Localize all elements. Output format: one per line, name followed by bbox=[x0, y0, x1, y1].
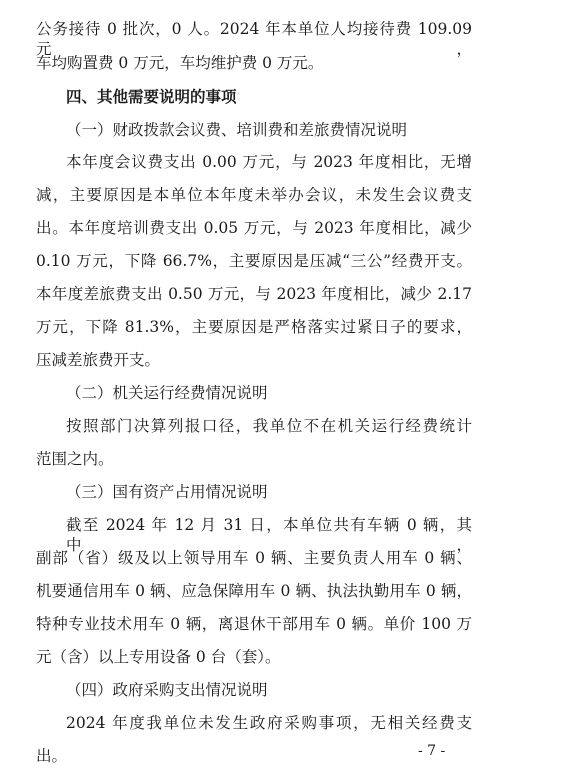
paragraph-line: 特种专业技术用车 0 辆，离退休干部用车 0 辆。单价 100 万 bbox=[36, 615, 472, 633]
paragraph-line: 按照部门决算列报口径，我单位不在机关运行经费统计 bbox=[66, 417, 472, 435]
paragraph-line: 范围之内。 bbox=[36, 450, 114, 468]
paragraph-line: 本年度会议费支出 0.00 万元，与 2023 年度相比，无增 bbox=[66, 153, 472, 171]
paragraph-line: 车均购置费 0 万元，车均维护费 0 万元。 bbox=[36, 54, 324, 72]
paragraph-line: 公务接待 0 批次，0 人。2024 年本单位人均接待费 109.09 元， bbox=[36, 20, 472, 58]
paragraph-line: 副部（省）级及以上领导用车 0 辆、主要负责人用车 0 辆、 bbox=[36, 549, 472, 567]
paragraph-line: 元（含）以上专用设备 0 台（套）。 bbox=[36, 648, 281, 666]
page-number: - 7 - bbox=[418, 743, 446, 759]
subsection-heading: （四）政府采购支出情况说明 bbox=[66, 681, 268, 699]
paragraph-line: 万元，下降 81.3%，主要原因是严格落实过紧日子的要求， bbox=[36, 318, 472, 336]
paragraph-line: 出。本年度培训费支出 0.05 万元，与 2023 年度相比，减少 bbox=[36, 219, 472, 237]
subsection-heading: （三）国有资产占用情况说明 bbox=[66, 483, 268, 501]
subsection-heading: （一）财政拨款会议费、培训费和差旅费情况说明 bbox=[66, 121, 408, 139]
subsection-heading: （二）机关运行经费情况说明 bbox=[66, 384, 268, 402]
paragraph-line: 机要通信用车 0 辆、应急保障用车 0 辆、执法执勤用车 0 辆， bbox=[36, 582, 472, 600]
paragraph-line: 0.10 万元，下降 66.7%，主要原因是压减“三公”经费开支。 bbox=[36, 252, 472, 270]
paragraph-line: 出。 bbox=[36, 747, 68, 765]
paragraph-line: 本年度差旅费支出 0.50 万元，与 2023 年度相比，减少 2.17 bbox=[36, 285, 472, 303]
paragraph-line: 压减差旅费开支。 bbox=[36, 351, 161, 369]
paragraph-line: 2024 年度我单位未发生政府采购事项，无相关经费支 bbox=[66, 714, 472, 732]
section-heading: 四、其他需要说明的事项 bbox=[66, 88, 237, 106]
paragraph-line: 减，主要原因是本单位本年度未举办会议，未发生会议费支 bbox=[36, 186, 472, 204]
paragraph-line: 截至 2024 年 12 月 31 日，本单位共有车辆 0 辆，其中， bbox=[66, 516, 472, 554]
